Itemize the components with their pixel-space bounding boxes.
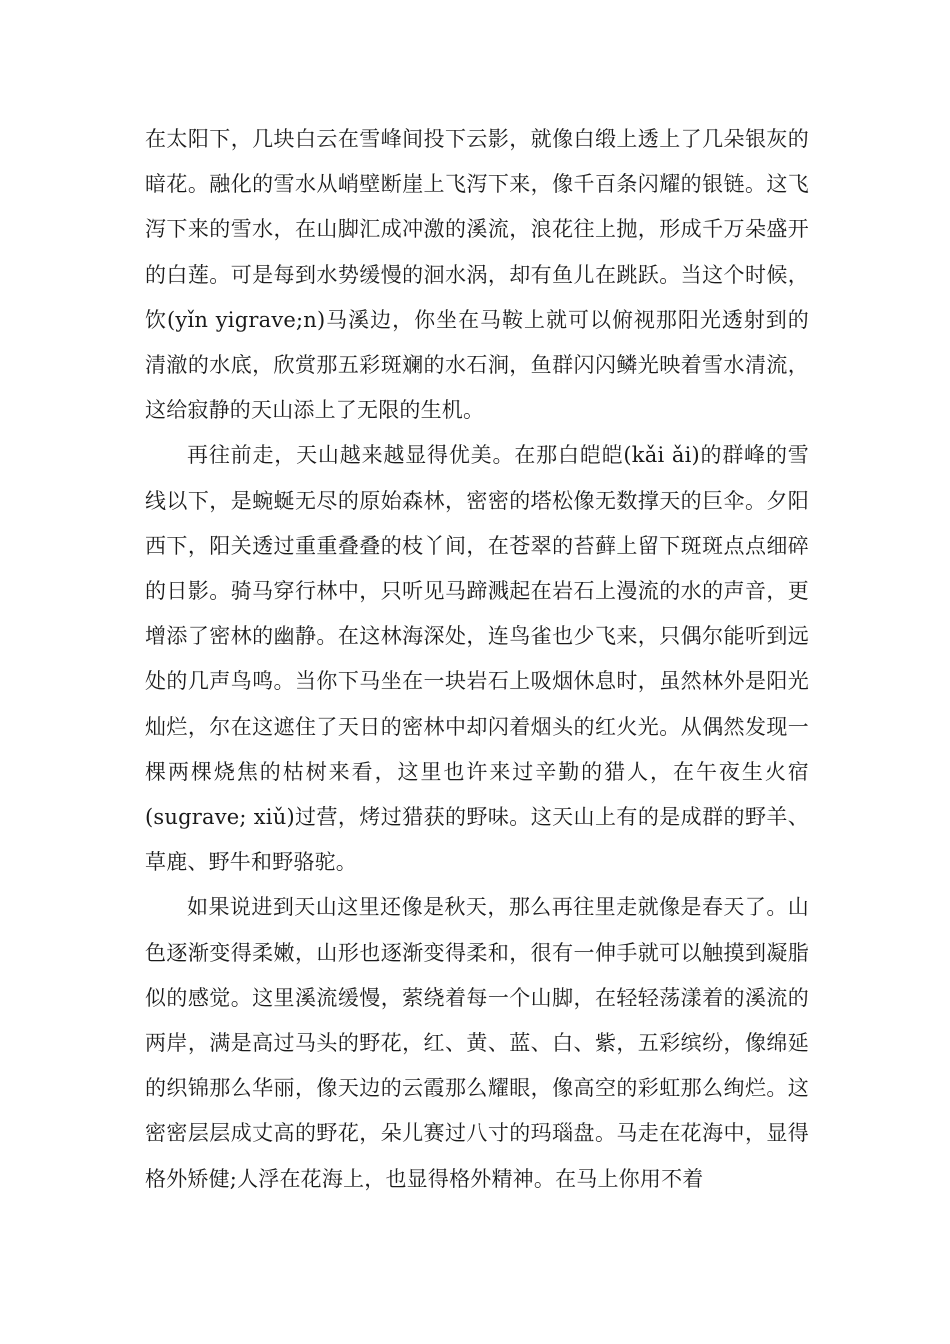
article-body <box>145 117 809 1202</box>
paragraph-3: 如果说进到天山这里还像是秋天，那么再往里走就像是春天了。山色逐渐变得柔嫩，山形也逐渐变得柔和，很有一伸手就可以触摸到凝脂似的感觉。这里溪流缓慢，萦绕着每一个山脚，在轻轻荡漾着的溪流的两岸，满是高过马头的野花，红、黄、蓝、白、紫，五彩缤纷，像绵延的织锦那么华丽，像天边的云霞那么耀眼，像高空的彩虹那么绚烂。这密密层层成丈高的野花，朵儿赛过八寸的玛瑙盘。马走在花海中，显得格外矫健;人浮在花海上，也显得格外精神。在马上你用不着 <box>145 895 809 1191</box>
paragraph-2: 再往前走，天山越来越显得优美。在那白皑皑(kǎi ǎi)的群峰的雪线以下，是蜿蜒无尽的原始森林，密密的塔松像无数撑天的巨伞。夕阳西下，阳关透过重重叠叠的枝丫间，在苍翠的苔藓上留下斑斑点点细碎的日影。骑马穿行林中，只听见马蹄溅起在岩石上漫流的水的声音，更增添了密林的幽静。在这林海深处，连鸟雀也少飞来，只偶尔能听到远处的几声鸟鸣。当你下马坐在一块岩石上吸烟休息时，虽然林外是阳光灿烂，尔在这遮住了天日的密林中却闪着烟头的红火光。从偶然发现一棵两棵烧焦的枯树来看，这里也许来过辛勤的猎人，在午夜生火宿(sugrave; xiǔ)过营，烤过猎获的野味。这天山上有的是成群的野羊、草鹿、野牛和野骆驼。 <box>145 443 809 875</box>
paragraph-1: 在太阳下，几块白云在雪峰间投下云影，就像白缎上透上了几朵银灰的暗花。融化的雪水从峭壁断崖上飞泻下来，像千百条闪耀的银链。这飞泻下来的雪水，在山脚汇成冲激的溪流，浪花往上抛，形成千万朵盛开的白莲。可是每到水势缓慢的洄水涡，却有鱼儿在跳跃。当这个时候，饮(yǐn yigrave;n)马溪边，你坐在马鞍上就可以俯视那阳光透射到的清澈的水底，欣赏那五彩斑斓的水石涧，鱼群闪闪鳞光映着雪水清流，这给寂静的天山添上了无限的生机。 <box>145 127 809 423</box>
